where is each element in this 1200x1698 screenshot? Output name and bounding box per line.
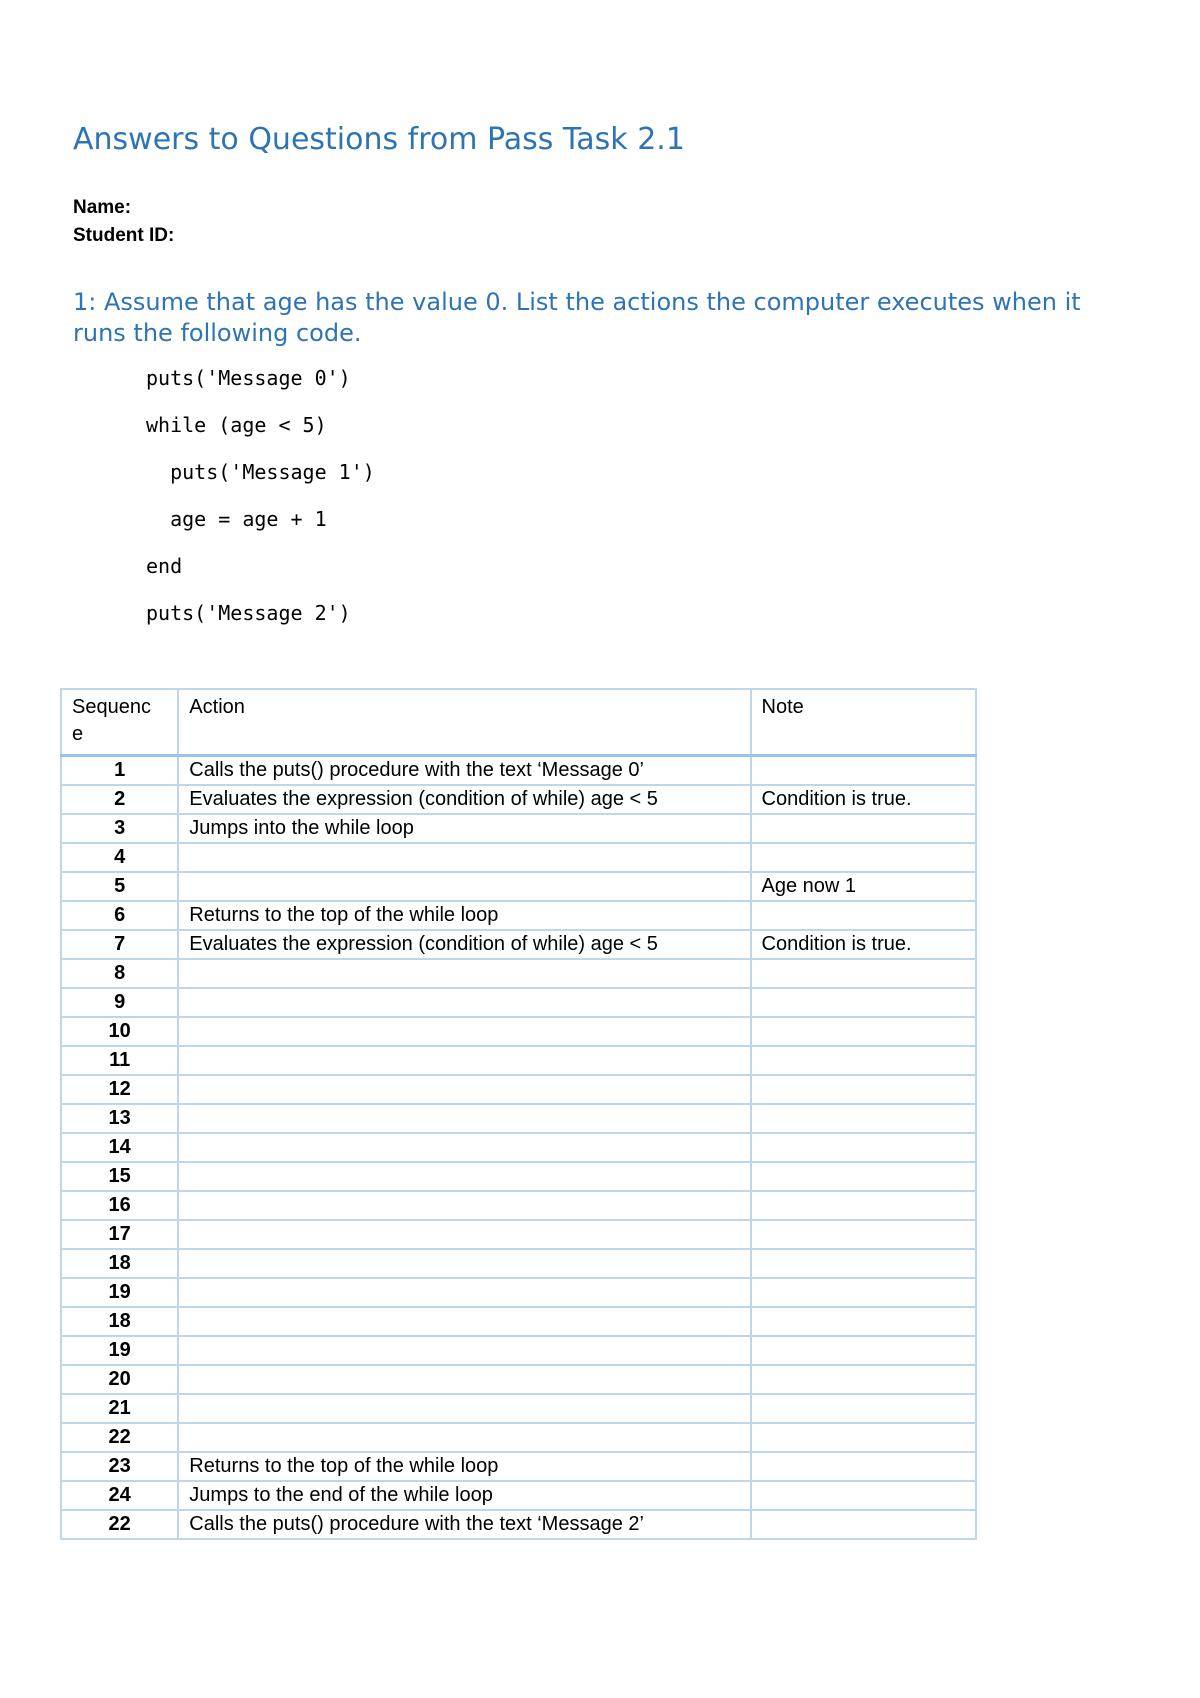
note-cell [751,1220,977,1249]
sequence-cell: 10 [61,1017,178,1046]
table-row [61,1394,976,1423]
note-cell [751,1278,977,1307]
header-action: Action [178,689,750,756]
table-row [61,814,976,843]
code-line: puts('Message 1') [146,460,375,484]
note-cell [751,959,977,988]
header-sequence: Sequenc e [61,689,178,756]
sequence-cell: 22 [61,1510,178,1539]
table-row [61,1452,976,1481]
action-cell [178,1249,750,1278]
table-row [61,843,976,872]
action-cell: Returns to the top of the while loop [178,1452,750,1481]
sequence-cell: 2 [61,785,178,814]
note-cell [751,1104,977,1133]
table-row [61,1046,976,1075]
note-cell [751,1075,977,1104]
table-row [61,1278,976,1307]
table-row [61,1133,976,1162]
table-row [61,1249,976,1278]
sequence-cell: 8 [61,959,178,988]
sequence-cell: 19 [61,1336,178,1365]
note-cell: Condition is true. [751,785,977,814]
action-cell [178,1365,750,1394]
action-cell [178,988,750,1017]
sequence-cell: 12 [61,1075,178,1104]
action-cell [178,1394,750,1423]
sequence-table [60,688,977,1540]
table-row [61,1307,976,1336]
action-cell [178,1046,750,1075]
action-cell [178,1336,750,1365]
table-row [61,901,976,930]
sequence-cell: 6 [61,901,178,930]
action-cell: Returns to the top of the while loop [178,901,750,930]
sequence-cell: 7 [61,930,178,959]
sequence-cell: 22 [61,1423,178,1452]
code-line: puts('Message 0') [146,366,351,390]
note-cell [751,1017,977,1046]
note-cell [751,843,977,872]
table-row [61,1365,976,1394]
sequence-cell: 18 [61,1249,178,1278]
table-body [61,756,976,1540]
table-row [61,785,976,814]
note-cell [751,1365,977,1394]
note-cell [751,756,977,786]
note-cell: Age now 1 [751,872,977,901]
table-row [61,1075,976,1104]
sequence-cell: 13 [61,1104,178,1133]
code-line: age = age + 1 [146,507,327,531]
note-cell [751,988,977,1017]
sequence-cell: 18 [61,1307,178,1336]
sequence-cell: 24 [61,1481,178,1510]
action-cell [178,1075,750,1104]
action-cell [178,1104,750,1133]
table-header-row [61,689,976,756]
note-cell [751,1452,977,1481]
action-cell [178,872,750,901]
action-cell [178,1307,750,1336]
table-row [61,1510,976,1539]
sequence-cell: 5 [61,872,178,901]
table-row [61,1336,976,1365]
table-row [61,959,976,988]
note-cell [751,1510,977,1539]
table-row [61,1104,976,1133]
action-cell [178,1278,750,1307]
table-row [61,1423,976,1452]
note-cell [751,1191,977,1220]
table-row [61,756,976,786]
table-row [61,872,976,901]
sequence-cell: 23 [61,1452,178,1481]
action-cell: Jumps into the while loop [178,814,750,843]
sequence-cell: 14 [61,1133,178,1162]
header-note: Note [751,689,977,756]
action-cell [178,1423,750,1452]
action-cell [178,959,750,988]
table-row [61,930,976,959]
note-cell [751,1481,977,1510]
sequence-cell: 21 [61,1394,178,1423]
action-cell: Evaluates the expression (condition of while) age < 5 [178,785,750,814]
table-row [61,1191,976,1220]
note-cell [751,1307,977,1336]
code-line: end [146,554,183,578]
table-row [61,988,976,1017]
action-cell [178,1191,750,1220]
sequence-cell: 9 [61,988,178,1017]
note-cell [751,1394,977,1423]
sequence-cell: 4 [61,843,178,872]
table-row [61,1220,976,1249]
note-cell [751,1423,977,1452]
sequence-cell: 17 [61,1220,178,1249]
note-cell [751,1336,977,1365]
note-cell [751,1249,977,1278]
note-cell: Condition is true. [751,930,977,959]
action-cell: Evaluates the expression (condition of while) age < 5 [178,930,750,959]
sequence-cell: 1 [61,756,178,786]
sequence-cell: 19 [61,1278,178,1307]
sequence-cell: 11 [61,1046,178,1075]
table-row [61,1162,976,1191]
action-cell [178,1017,750,1046]
sequence-cell: 20 [61,1365,178,1394]
action-cell [178,1220,750,1249]
student-id-label: Student ID: [73,225,175,246]
table-row [61,1481,976,1510]
sequence-cell: 3 [61,814,178,843]
action-cell [178,843,750,872]
question-heading: 1: Assume that age has the value 0. List the actions the computer executes when it runs the following code. [73,288,1081,347]
document-title: Answers to Questions from Pass Task 2.1 [73,122,685,157]
code-line: puts('Message 2') [146,601,351,625]
note-cell [751,1162,977,1191]
table-row [61,1017,976,1046]
note-cell [751,1046,977,1075]
action-cell [178,1133,750,1162]
action-cell: Jumps to the end of the while loop [178,1481,750,1510]
action-cell: Calls the puts() procedure with the text ‘Message 0’ [178,756,750,786]
note-cell [751,901,977,930]
note-cell [751,1133,977,1162]
code-line: while (age < 5) [146,413,327,437]
sequence-cell: 16 [61,1191,178,1220]
action-cell: Calls the puts() procedure with the text ‘Message 2’ [178,1510,750,1539]
note-cell [751,814,977,843]
action-cell [178,1162,750,1191]
sequence-cell: 15 [61,1162,178,1191]
name-label: Name: [73,197,132,218]
